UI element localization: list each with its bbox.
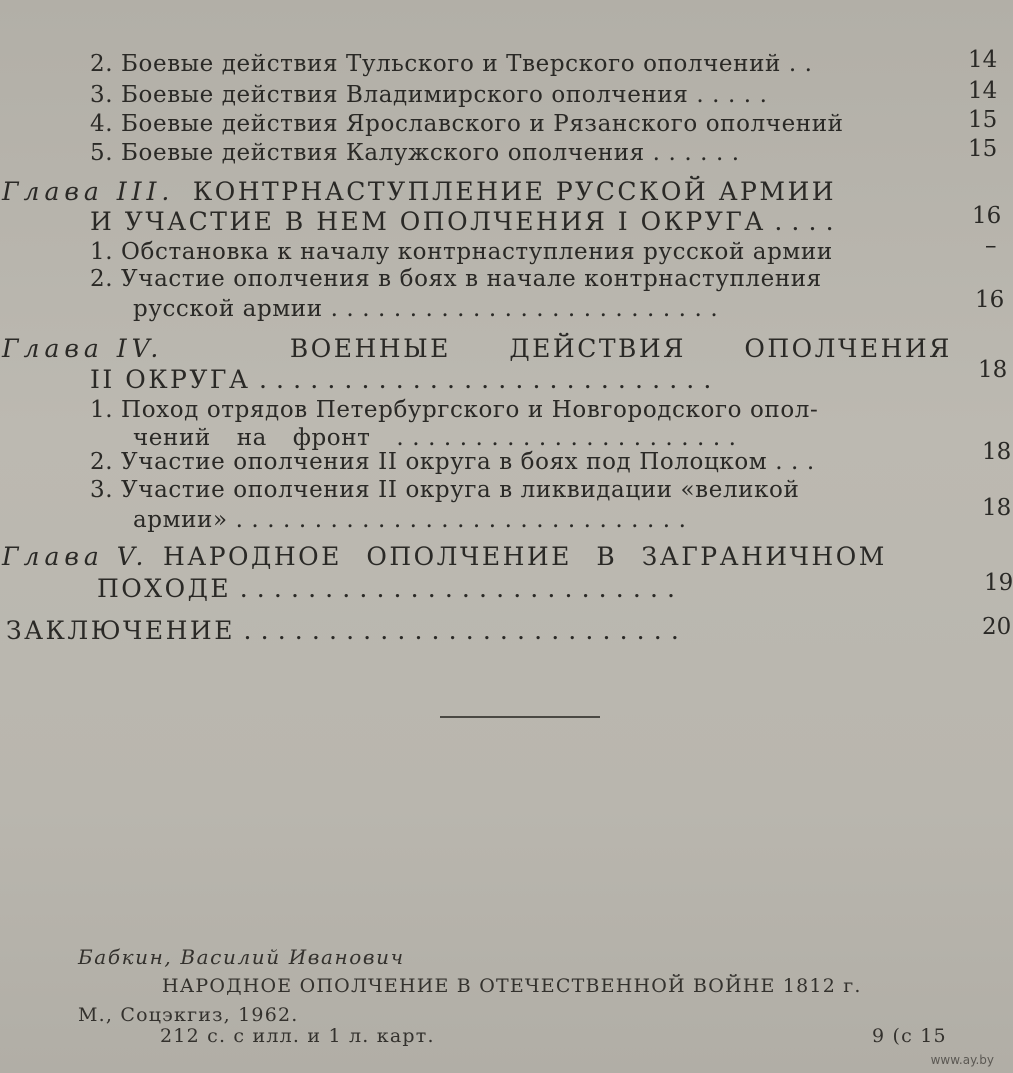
chapter-3-title-2-row: И УЧАСТИЕ В НЕМ ОПОЛЧЕНИЯ I ОКРУГА . . . . [90,207,835,236]
chapter-3-item-1: 1. Обстановка к началу контрнаступления русской армии [90,239,833,265]
chapter-5-heading [2,543,887,571]
site-watermark: www.ay.by [930,1053,994,1067]
chapter-3-item-2-line-1: 2. Участие ополчения в боях в начале контрнаступления [90,266,822,292]
chapter-5-title-2-row: ПОХОДЕ . . . . . . . . . . . . . . . . . . . . . . . . . . [97,574,676,603]
chapter-4-item-2: 2. Участие ополчения II округа в боях под Полоцком . . . [90,449,815,475]
chapter-5-title-2: ПОХОДЕ [97,574,232,603]
toc-entry-2: 2. Боевые действия Тульского и Тверского ополчений . . [90,51,813,77]
chapter-3-page: 16 [972,203,1002,229]
chapter-4-heading [2,335,952,363]
conclusion-page: 20 [982,614,1012,640]
chapter-4-title-2-row: II ОКРУГА . . . . . . . . . . . . . . . . . . . . . . . . . . . [90,365,712,394]
chapter-5-label: Глава V. [2,542,149,571]
chapter-4-page: 18 [978,357,1008,383]
chapter-3-title-1: КОНТРНАСТУПЛЕНИЕ РУССКОЙ АРМИИ [192,177,837,206]
toc-entry-4: 4. Боевые действия Ярославского и Рязанского ополчений [90,111,844,137]
conclusion-row: ЗАКЛЮЧЕНИЕ . . . . . . . . . . . . . . . . . . . . . . . . . . [6,616,680,645]
chapter-4-item-3-line-1: 3. Участие ополчения II округа в ликвидации «великой [90,477,800,503]
chapter-4-item-3-line-2: армии» . . . . . . . . . . . . . . . . . . . . . . . . . . . . . [133,507,687,533]
chapter-5-title-1: НАРОДНОЕ ОПОЛЧЕНИЕ В ЗАГРАНИЧНОМ [162,542,887,571]
chapter-3-title-2: И УЧАСТИЕ В НЕМ ОПОЛЧЕНИЯ I ОКРУГА [90,207,766,236]
toc-entry-3-page: 14 [968,78,998,104]
toc-entry-5: 5. Боевые действия Калужского ополчения . . . . . . [90,140,740,166]
chapter-4-label: Глава IV. [2,334,164,363]
imprint-publisher: М., Соцэкгиз, 1962. [78,1004,299,1026]
chapter-3-label: Глава III. [2,177,175,206]
conclusion-title: ЗАКЛЮЧЕНИЕ [6,616,235,645]
chapter-4-item-1-line-2: чений на фронт . . . . . . . . . . . . . . . . . . . . . . [133,425,737,451]
chapter-3-heading [2,178,836,206]
chapter-4-title-1: ВОЕННЫЕ ДЕЙСТВИЯ ОПОЛЧЕНИЯ [289,334,952,363]
chapter-3-item-2-line-2: русской армии . . . . . . . . . . . . . . . . . . . . . . . . . [133,296,719,322]
toc-entry-4-page: 15 [968,107,998,133]
section-divider [440,716,600,718]
imprint-code: 9 (с 15 [872,1025,947,1047]
chapter-4-item-1-line-1: 1. Поход отрядов Петербургского и Новгородского опол- [90,397,819,423]
toc-entry-2-page: 14 [968,47,998,73]
chapter-4-title-2: II ОКРУГА [90,365,251,394]
chapter-4-item-3-page: 18 [982,495,1012,521]
imprint-pages: 212 с. с илл. и 1 л. карт. [160,1025,435,1047]
chapter-5-page: 19 [984,570,1013,596]
chapter-3-item-2-page: 16 [975,287,1005,313]
chapter-4-item-1-page: 18 [982,439,1012,465]
toc-entry-3: 3. Боевые действия Владимирского ополчения . . . . . [90,82,768,108]
toc-entry-5-page: 15 [968,136,998,162]
chapter-3-item-1-page: – [985,233,997,259]
imprint-author: Бабкин, Василий Иванович [78,945,405,969]
imprint-title: НАРОДНОЕ ОПОЛЧЕНИЕ В ОТЕЧЕСТВЕННОЙ ВОЙНЕ 1812 г. [162,975,862,997]
